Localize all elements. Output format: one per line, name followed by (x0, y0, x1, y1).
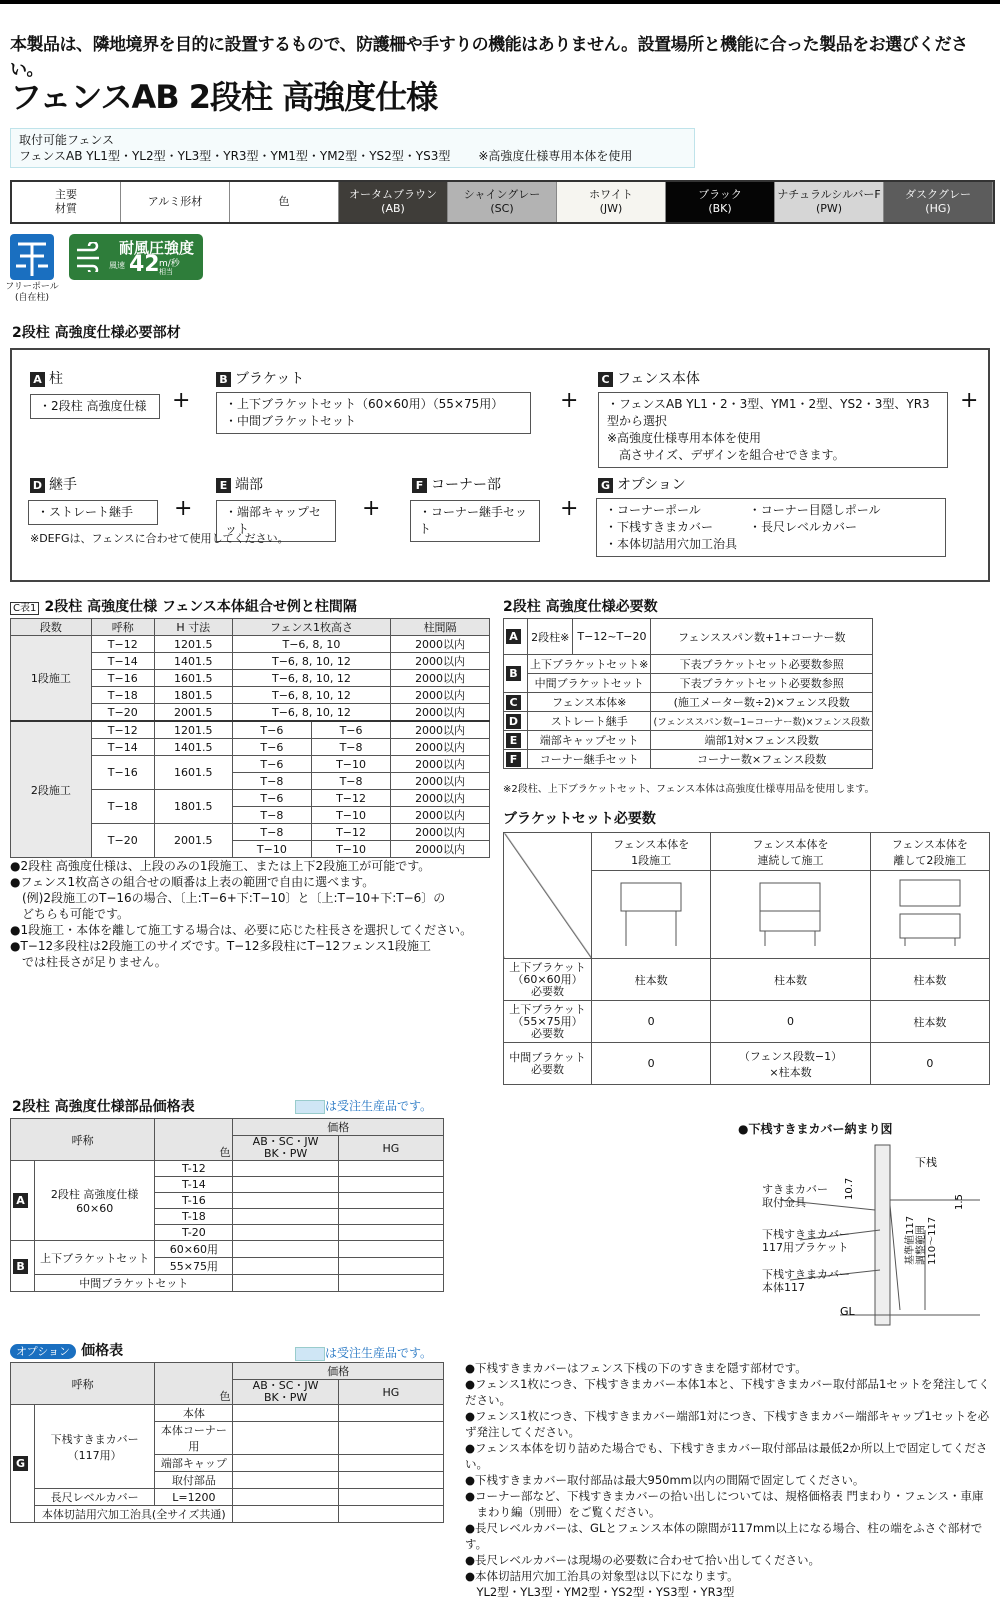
letter-badge: E (216, 478, 231, 493)
part-name: フェンス本体 (617, 371, 700, 387)
column-header: 段数 (11, 619, 92, 636)
diagonal-cell (504, 833, 592, 959)
table-cell: 柱本数 (592, 959, 711, 1001)
table-cell: T−10 (311, 841, 390, 858)
part-G-items: ・コーナーポール ・コーナー目隠しポール ・下桟すきまカバー ・長尺レベルカバー ・本体切詰用穴加工治具 (596, 498, 946, 557)
letter-cell (504, 750, 528, 769)
column-header: フェンス1枚高さ (232, 619, 390, 636)
table-cell: 取付部品 (155, 1472, 233, 1489)
table-cell: 本体 (155, 1405, 233, 1422)
table-cell: 2000以内 (391, 807, 490, 824)
note-line: ●下桟すきまカバーはフェンス下桟の下のすきまを隠す部材です。 (465, 1361, 807, 1375)
separated-figure (895, 878, 965, 948)
top-rule (0, 0, 1000, 4)
part-name: 継手 (49, 477, 77, 493)
part-name: オプション (617, 477, 686, 493)
table-cell: 1601.5 (154, 670, 232, 687)
table-cell: T−10 (232, 841, 311, 858)
part-B-items: ・上下ブラケットセット（60×60用）（55×75用） ・中間ブラケットセット (216, 392, 531, 434)
table-cell: 1801.5 (154, 687, 232, 704)
table-cell: T−6 (232, 739, 311, 756)
label-cover-body: 下桟すきまカバー 本体117 (762, 1268, 850, 1294)
note-line: ●長尺レベルカバーは現場の必要数に合わせて拾い出してください。 (465, 1553, 821, 1567)
table-cell: T−6, 8, 10, 12 (232, 653, 390, 670)
table-cell: 上下ブラケットセット※ (528, 655, 651, 674)
letter-cell (11, 1241, 35, 1292)
table-row (504, 750, 873, 769)
letter-cell (504, 712, 528, 731)
letter-cell (11, 1161, 35, 1241)
letter-cell (504, 693, 528, 712)
column-header: H 寸法 (154, 619, 232, 636)
table-cell: 上下ブラケットセット (35, 1241, 155, 1275)
letter-cell (504, 655, 528, 693)
table-row (11, 1161, 444, 1177)
letter-badge: A (30, 372, 45, 387)
table-cell: 2段柱 高強度仕様 60×60 (35, 1161, 155, 1241)
table-cell: 柱本数 (870, 1001, 989, 1043)
legend-text: は受注生産品です。 (325, 1099, 433, 1113)
table-row (11, 721, 490, 739)
table-cell: 55×75用 (155, 1258, 233, 1275)
note-line: では柱長さが足りません。 (10, 955, 167, 969)
letter-cell (504, 731, 528, 750)
part-A-items: ・2段柱 高強度仕様 (30, 394, 160, 419)
table-cell: 0 (711, 1001, 870, 1043)
table-cell: T−8 (232, 773, 311, 790)
note-line: ●下桟すきまカバー取付部品は最大950mm以内の間隔で固定してください。 (465, 1473, 865, 1487)
part-D-items: ・ストレート継手 (28, 500, 158, 525)
table-row (11, 636, 490, 653)
table-cell: T−6, 8, 10, 12 (232, 670, 390, 687)
letter-badge: B (506, 666, 521, 681)
table-cell: 0 (592, 1001, 711, 1043)
price-heading: 2段柱 高強度仕様部品価格表 (12, 1099, 195, 1115)
combination-table (10, 618, 490, 858)
note-line: ●長尺レベルカバーは、GLとフェンス本体の隙間が117mm以上になる場合、柱の端をふさぐ部材です。 (465, 1521, 983, 1551)
part-A-label (30, 368, 63, 388)
table-cell: 2000以内 (391, 756, 490, 773)
note-line: ●T−12多段柱は2段施工のサイズです。T−12多段柱にT−12フェンス1段施工 (10, 939, 431, 953)
table-cell: (フェンススパン数−1−コーナー数)×フェンス段数 (651, 712, 873, 731)
table-cell: 2001.5 (154, 824, 232, 858)
table-cell: T−6 (311, 721, 390, 739)
table-cell: 1201.5 (154, 721, 232, 739)
table-cell: (施工メーター数÷2)×フェンス段数 (651, 693, 873, 712)
table-cell: T−8 (311, 773, 390, 790)
info-note: ※高強度仕様専用本体を使用 (478, 149, 633, 163)
option-notes (465, 1360, 995, 1600)
table-cell: ストレート継手 (528, 712, 651, 731)
table-row (504, 959, 990, 1001)
column-header: 色 (155, 1363, 233, 1405)
continuous-figure (755, 878, 825, 948)
label-adjust-range: 基準値117 調整範囲 110〜117 (905, 1215, 938, 1265)
table-cell: 0 (870, 1043, 989, 1085)
info-models: フェンスAB YL1型・YL2型・YL3型・YR3型・YM1型・YM2型・YS2型・YS3型 (19, 149, 451, 163)
table-cell: 本体切詰用穴加工治具(全サイズ共通) (35, 1506, 233, 1523)
option-legend (295, 1344, 432, 1361)
table-cell: 中間ブラケットセット (528, 674, 651, 693)
required-table (503, 618, 873, 769)
table-cell: T-18 (155, 1209, 233, 1225)
parts-heading: 2段柱 高強度仕様必要部材 (12, 325, 181, 341)
letter-badge: E (506, 733, 521, 748)
part-F-label (412, 474, 501, 494)
table-cell: 1段施工 (11, 636, 92, 722)
table-cell: T−8 (232, 824, 311, 841)
letter-badge: A (506, 629, 521, 644)
table-cell: 柱本数 (711, 959, 870, 1001)
table-cell: T-14 (155, 1177, 233, 1193)
letter-badge: D (506, 714, 521, 729)
table-cell: T−12~T−20 (573, 619, 651, 655)
table-cell: 0 (592, 1043, 711, 1085)
plus-sign: + (560, 496, 579, 521)
table-cell: L=1200 (155, 1489, 233, 1506)
color-cell: ブラック (BK) (666, 182, 775, 222)
info-heading: 取付可能フェンス (19, 133, 115, 147)
figure-cell (592, 871, 711, 959)
table-cell: 2000以内 (391, 721, 490, 739)
part-C-items: ・フェンスAB YL1・2・3型、YM1・2型、YS2・3型、YR3型から選択 ※高強度仕様専用本体を使用 高さサイズ、デザインを組合せできます。 (598, 392, 948, 468)
table-cell: 端部キャップセット (528, 731, 651, 750)
label-cover-fitting: すきまカバー 取付金具 (762, 1183, 828, 1209)
option-tag: オプション (10, 1344, 76, 1359)
wind-icon (75, 242, 105, 272)
column-header: 価格 (233, 1119, 444, 1136)
table-cell: 2000以内 (391, 670, 490, 687)
label-1-5: 1.5 (954, 1194, 965, 1210)
required-heading: 2段柱 高強度仕様必要数 (503, 599, 658, 615)
free-pole-icon (10, 234, 54, 280)
wind-prefix: 風速 (109, 261, 125, 270)
table-cell: 2000以内 (391, 824, 490, 841)
note-line: ●フェンス1枚につき、下桟すきまカバー本体1本と、下桟すきまカバー取付部品1セットを発注してください。 (465, 1377, 990, 1407)
table-row (504, 674, 873, 693)
bracket-table (503, 832, 990, 1085)
table-cell: T−14 (91, 739, 154, 756)
table-cell: 2000以内 (391, 790, 490, 807)
table-cell: T-12 (155, 1161, 233, 1177)
note-line: ●フェンス1枚につき、下桟すきまカバー端部1対につき、下桟すきまカバー端部キャップ1セットを必ず発注してください。 (465, 1409, 990, 1439)
note-line: まわり編（別冊）をご覧ください。 (465, 1505, 661, 1519)
part-G-label (598, 474, 686, 494)
label-10-7: 10.7 (844, 1177, 855, 1200)
free-pole-label: フリーポール (自在柱) (5, 282, 59, 303)
c-table-title (10, 596, 357, 616)
table-row (504, 712, 873, 731)
part-E-items: ・端部キャップセット (216, 500, 336, 542)
note-line: ●1段施工・本体を離して施工する場合は、必要に応じた柱長さを選択してください。 (10, 923, 473, 937)
color-cell: ナチュラルシルバーF (PW) (775, 182, 884, 222)
column-header: HG (338, 1136, 443, 1161)
wind-title: 耐風圧強度 (119, 239, 195, 257)
table-cell: 2000以内 (391, 653, 490, 670)
column-header: 価格 (233, 1363, 444, 1380)
wind-value: 42 (129, 252, 160, 277)
table-cell: 2000以内 (391, 704, 490, 722)
table-cell: コーナー継手セット (528, 750, 651, 769)
table-cell: 1601.5 (154, 756, 232, 790)
combination-notes (10, 858, 490, 970)
table-row (504, 1043, 990, 1085)
table-cell: 2000以内 (391, 636, 490, 653)
color-table (10, 180, 995, 224)
color-cell: ホワイト (JW) (557, 182, 666, 222)
column-header: 呼称 (91, 619, 154, 636)
color-cell: 色 (230, 182, 339, 222)
letter-badge: D (30, 478, 45, 493)
column-header: 色 (155, 1119, 233, 1161)
color-cell: オータムブラウン (AB) (339, 182, 448, 222)
table-cell: T−6 (232, 721, 311, 739)
table-cell: T−18 (91, 687, 154, 704)
table-cell: 上下ブラケット （60×60用） 必要数 (504, 959, 592, 1001)
table-cell: 2段施工 (11, 721, 92, 858)
table-cell: T−8 (232, 807, 311, 824)
plus-sign: + (960, 388, 979, 413)
parts-note: ※DEFGは、フェンスに合わせて使用してください。 (30, 532, 289, 545)
part-C-label (598, 368, 700, 388)
table-cell: 2段柱※ (528, 619, 573, 655)
table-cell: 中間ブラケット 必要数 (504, 1043, 592, 1085)
table-cell: 下表ブラケットセット必要数参照 (651, 655, 873, 674)
plus-sign: + (172, 388, 191, 413)
letter-badge: F (506, 752, 521, 767)
table-cell: T−12 (91, 721, 154, 739)
note-line: ●コーナー部など、下桟すきまカバーの拾い出しについては、規格価格表 門まわり・フェンス・車庫 (465, 1489, 984, 1503)
table-cell: T−16 (91, 670, 154, 687)
table-cell: T−10 (311, 756, 390, 773)
label-lower-rail: 下桟 (915, 1156, 937, 1169)
note-line: ●フェンス本体を切り詰めた場合でも、下桟すきまカバー取付部品は最低2か所以上で固定してください。 (465, 1441, 988, 1471)
c-table-heading: 2段柱 高強度仕様 フェンス本体組合せ例と柱間隔 (44, 599, 357, 615)
table-cell: 下表ブラケットセット必要数参照 (651, 674, 873, 693)
color-cell: シャイングレー (SC) (448, 182, 557, 222)
made-to-order-swatch (295, 1100, 325, 1114)
table-cell: 2001.5 (154, 704, 232, 722)
column-header: AB・SC・JW BK・PW (233, 1136, 338, 1161)
column-header: 呼称 (11, 1119, 155, 1161)
part-name: 端部 (235, 477, 263, 493)
wind-pressure-badge (69, 234, 203, 280)
diagram-title: ●下桟すきまカバー納まり図 (738, 1122, 893, 1136)
column-header: AB・SC・JW BK・PW (233, 1380, 338, 1405)
required-note: ※2段柱、上下ブラケットセット、フェンス本体は高強度仕様専用品を使用します。 (503, 784, 875, 795)
plus-sign: + (174, 496, 193, 521)
table-cell: T−18 (91, 790, 154, 824)
letter-badge: G (598, 478, 613, 493)
note-line: ●2段柱 高強度仕様は、上段のみの1段施工、または上下2段施工が可能です。 (10, 859, 431, 873)
letter-badge: B (13, 1259, 28, 1274)
table-cell: 1401.5 (154, 653, 232, 670)
note-line: どちらも可能です。 (10, 907, 130, 921)
table-cell: T−6, 8, 10 (232, 636, 390, 653)
letter-badge: F (412, 478, 427, 493)
option-price-table (10, 1362, 444, 1523)
note-line: (例)2段施工のT−16の場合、〔上:T−6+下:T−10〕と〔上:T−10+下:T−6〕の (10, 891, 446, 905)
table-cell: T-20 (155, 1225, 233, 1241)
letter-badge: C (506, 695, 521, 710)
letter-badge: B (216, 372, 231, 387)
part-name: コーナー部 (431, 477, 501, 493)
table-cell: 2000以内 (391, 739, 490, 756)
table-row (11, 1405, 444, 1422)
table-cell: T−6 (232, 756, 311, 773)
table-cell: 1401.5 (154, 739, 232, 756)
page-title: フェンスAB 2段柱 高強度仕様 (10, 78, 438, 116)
plus-sign: + (362, 496, 381, 521)
part-name: 柱 (49, 371, 63, 387)
one-tier-figure (616, 878, 686, 948)
column-header: フェンス本体を 1段施工 (592, 833, 711, 871)
table-cell: 端部キャップ (155, 1455, 233, 1472)
table-row (504, 693, 873, 712)
option-title: 価格表 (81, 1343, 124, 1359)
letter-cell (11, 1405, 35, 1523)
note-line: ●フェンス1枚高さの組合せの順番は上表の範囲で自由に選べます。 (10, 875, 375, 889)
part-F-items: ・コーナー継手セット (410, 500, 540, 542)
table-cell: 60×60用 (155, 1241, 233, 1258)
table-cell: 1801.5 (154, 790, 232, 824)
letter-badge: A (13, 1193, 28, 1208)
table-cell: フェンス本体※ (528, 693, 651, 712)
column-header: フェンス本体を 連続して施工 (711, 833, 870, 871)
notice: 本製品は、隣地境界を目的に設置するもので、防護柵や手すりの機能はありません。設置場所と機能に合った製品をお選びください。 (10, 35, 968, 80)
parts-box (10, 348, 990, 582)
price-table (10, 1118, 444, 1292)
label-gl: GL (840, 1305, 855, 1318)
note-line: YL2型・YL3型・YM2型・YS2型・YS3型・YR3型 (465, 1585, 735, 1599)
table-cell: フェンススパン数+1+コーナー数 (651, 619, 873, 655)
table-cell: T−12 (311, 790, 390, 807)
made-to-order-legend (295, 1097, 432, 1114)
table-cell: T−12 (91, 636, 154, 653)
part-E-label (216, 474, 263, 494)
table-cell: T−8 (311, 739, 390, 756)
part-B-label (216, 368, 304, 388)
table-cell: 2000以内 (391, 841, 490, 858)
wind-unit: m/秒 (159, 259, 180, 269)
table-row (11, 1241, 444, 1258)
column-header: 柱間隔 (391, 619, 490, 636)
figure-cell (711, 871, 870, 959)
table-cell: 本体コーナー用 (155, 1422, 233, 1455)
table-cell: 中間ブラケットセット (35, 1275, 233, 1292)
legend-text: は受注生産品です。 (325, 1346, 433, 1360)
letter-badge: G (13, 1456, 28, 1471)
column-header: HG (338, 1380, 443, 1405)
made-to-order-swatch (295, 1347, 325, 1361)
column-header: 呼称 (11, 1363, 155, 1405)
table-row (504, 1001, 990, 1043)
part-D-label (30, 474, 77, 494)
table-row (504, 655, 873, 674)
bracket-heading: ブラケットセット必要数 (503, 811, 656, 827)
table-cell: T−20 (91, 704, 154, 722)
table-cell: T−20 (91, 824, 154, 858)
label-117-bracket: 下桟すきまカバー 117用ブラケット (762, 1228, 850, 1254)
figure-cell (870, 871, 989, 959)
color-cell: ダスクグレー (HG) (884, 182, 993, 222)
note-line: ●本体切詰用穴加工治具の対象型は以下になります。 (465, 1569, 739, 1583)
table-cell: T−16 (91, 756, 154, 790)
letter-badge: C (598, 372, 613, 387)
table-cell: T−6, 8, 10, 12 (232, 687, 390, 704)
color-cell: アルミ形材 (121, 182, 230, 222)
color-cell: 主要 材質 (12, 182, 121, 222)
table-cell: T-16 (155, 1193, 233, 1209)
table-cell: 長尺レベルカバー (35, 1489, 155, 1506)
table-cell: 2000以内 (391, 773, 490, 790)
table-cell: T−14 (91, 653, 154, 670)
table-cell: 2000以内 (391, 687, 490, 704)
column-header: フェンス本体を 離して2段施工 (870, 833, 989, 871)
table-cell: 上下ブラケット （55×75用） 必要数 (504, 1001, 592, 1043)
table-cell: 1201.5 (154, 636, 232, 653)
wind-suffix: 相当 (159, 268, 173, 276)
compatible-fences-box (10, 128, 695, 168)
letter-cell (504, 619, 528, 655)
table-cell: 柱本数 (870, 959, 989, 1001)
part-name: ブラケット (235, 371, 305, 387)
table-cell: T−10 (311, 807, 390, 824)
table-row (504, 731, 873, 750)
table-cell: 下桟すきまカバー （117用） (35, 1405, 155, 1489)
table-cell: T−6 (232, 790, 311, 807)
table-cell: T−12 (311, 824, 390, 841)
table-cell: 端部1対×フェンス段数 (651, 731, 873, 750)
plus-sign: + (560, 388, 579, 413)
table-cell: T−6, 8, 10, 12 (232, 704, 390, 722)
table-cell: （フェンス段数−1） ×柱本数 (711, 1043, 870, 1085)
table-cell: コーナー数×フェンス段数 (651, 750, 873, 769)
c-table-tag: C表1 (10, 602, 39, 615)
option-heading (10, 1340, 123, 1360)
